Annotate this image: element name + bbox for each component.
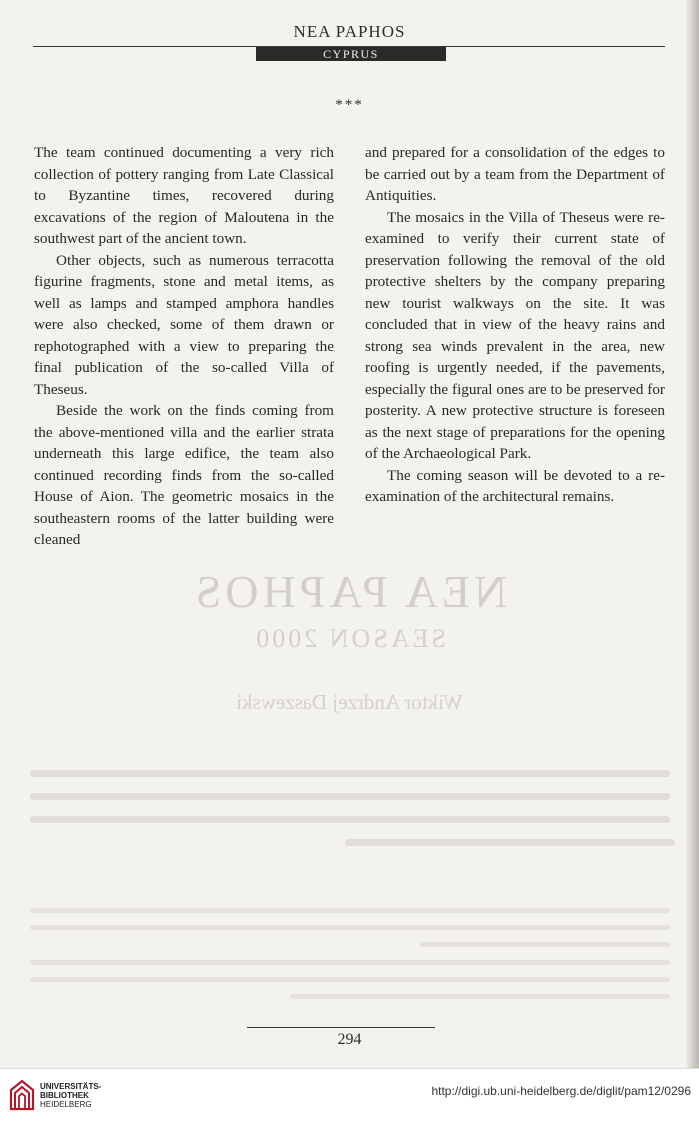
paragraph: The coming season will be devoted to a re-examination of the architectural remains. [365, 466, 665, 505]
bleed-through-line [30, 908, 670, 913]
paragraph: Other objects, such as numerous terracotta figurine fragments, stone and metal items, as well as lamps and stamped amphora handles were also checked, some of them drawn or rephotographed with a view to preparing the final publication of the so-called Villa of Theseus. [34, 251, 334, 398]
section-label: CYPRUS [256, 47, 446, 61]
left-column [34, 142, 334, 551]
library-name-line: HEIDELBERG [40, 1100, 92, 1109]
running-header-title: NEA PAPHOS [293, 22, 406, 41]
page-number: 294 [337, 1031, 362, 1048]
bleed-through-line [30, 977, 670, 982]
bleed-through-subtitle: SEASON 2000 [253, 624, 446, 653]
section-asterism: *** [335, 97, 364, 113]
page-edge-shadow [687, 0, 699, 1068]
bleed-through-line [290, 994, 670, 999]
bleed-through-line [30, 960, 670, 965]
library-name-line: BIBLIOTHEK [40, 1091, 89, 1100]
paragraph: The mosaics in the Villa of Theseus were re-examined to verify their current state of preservation following the removal of the old protective shelters by the company preparing new tourist walkways on the site. It was concluded that in view of the heavy rains and strong sea winds prevalent in the area, new roofing is urgently needed, if the pavements, especially the figural ones are to be preserved for posterity. A new protective structure is foreseen as the next stage of preparations for the opening of the Archaeological Park. [365, 208, 665, 462]
library-logo-icon [8, 1078, 36, 1112]
right-column [365, 142, 665, 508]
bleed-through-author: Wiktor Andrzej Daszewski [236, 690, 463, 714]
bleed-through-line [420, 942, 670, 947]
viewer-footer [0, 1068, 699, 1122]
paragraph: and prepared for a consolidation of the edges to be carried out by a team from the Department of Antiquities. [365, 144, 665, 204]
paragraph: Beside the work on the finds coming from the above-mentioned villa and the earlier strata underneath this large edifice, the team also continued recording finds from the so-called House of Aion. The geometric mosaics in the southeastern rooms of the latter building were cleaned [34, 402, 334, 548]
bleed-through-title: NEA PAPHOS [191, 566, 508, 617]
library-name [40, 1082, 120, 1109]
bleed-through-line [345, 839, 675, 846]
bleed-through-line [30, 770, 670, 777]
bleed-through-line [30, 816, 670, 823]
library-name-line: UNIVERSITÄTS- [40, 1082, 102, 1091]
bleed-through-line [30, 793, 670, 800]
permalink-url[interactable]: http://digi.ub.uni-heidelberg.de/diglit/pam12/0296 [431, 1084, 691, 1098]
paragraph: The team continued documenting a very rich collection of pottery ranging from Late Classical to Byzantine times, recovered during excavations of the region of Maloutena in the southwest part of the ancient town. [34, 144, 334, 247]
bleed-through-line [30, 925, 670, 930]
page-number-rule [247, 1027, 435, 1028]
